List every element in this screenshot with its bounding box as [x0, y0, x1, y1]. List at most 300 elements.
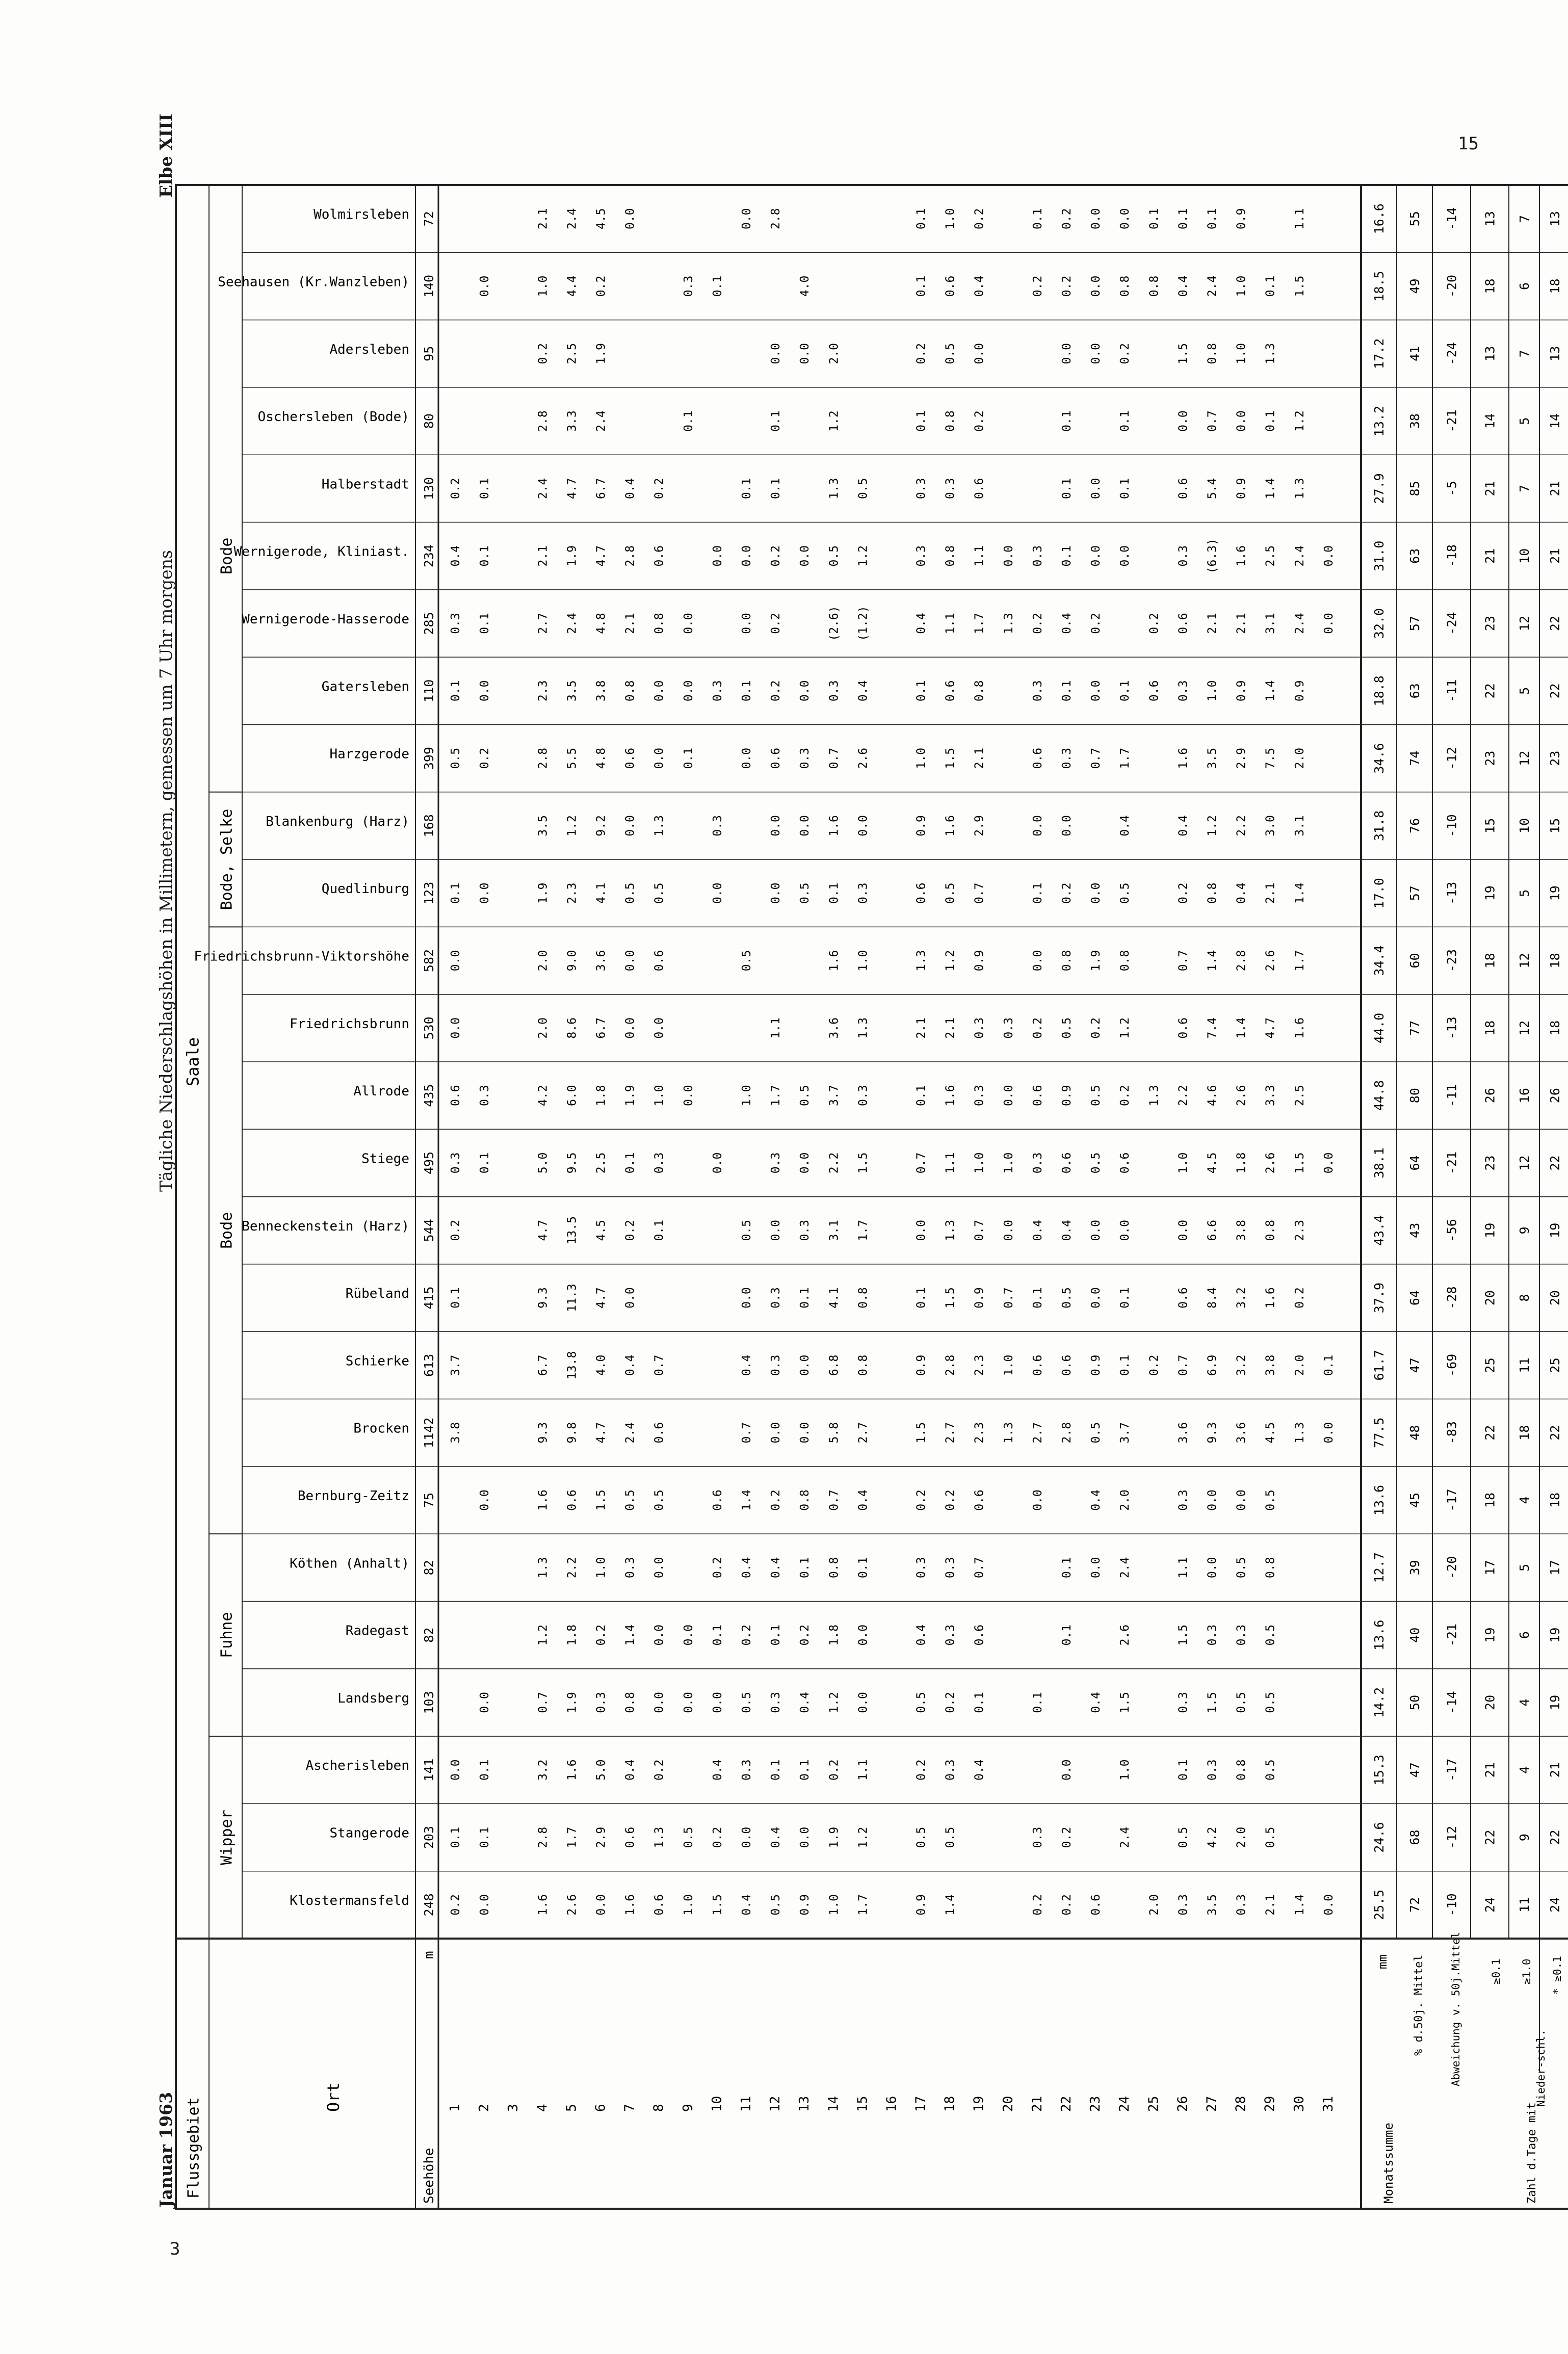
day-value: 1.1: [944, 1152, 957, 1174]
day-value: 1.7: [856, 1219, 870, 1241]
day-value: 0.0: [711, 1692, 724, 1713]
station-name: Adersleben: [329, 342, 409, 357]
day-value: 0.1: [1264, 275, 1277, 297]
station-name: Oschersleben (Bode): [257, 409, 409, 425]
day-value: 0.1: [478, 545, 492, 567]
day-value: 0.1: [1177, 208, 1190, 229]
summary-label-star: * ≥0.1: [1551, 1956, 1563, 1995]
day-value: 0.6: [1177, 478, 1190, 500]
day-value: 1.3: [1002, 1422, 1015, 1444]
day-value: 0.0: [478, 275, 492, 297]
day-value: 0.1: [769, 410, 783, 432]
day-value: 0.2: [1118, 343, 1132, 364]
station-name: Klostermansfeld: [290, 1893, 410, 1908]
day-value: 5.0: [594, 1759, 608, 1781]
summary-value: 22: [1548, 1425, 1562, 1441]
day-value: 0.8: [1147, 275, 1161, 297]
day-value: 1.2: [827, 1692, 841, 1713]
summary-value: -11: [1444, 1084, 1459, 1107]
day-value: 0.3: [1177, 680, 1190, 702]
summary-value: 12: [1517, 615, 1532, 632]
day-value: 6.6: [1206, 1219, 1219, 1241]
day-value: 1.9: [565, 545, 579, 567]
station-name: Friedrichsbrunn-Viktorshöhe: [194, 949, 409, 964]
day-value: 0.8: [1118, 275, 1132, 297]
day-value: 1.0: [1002, 1354, 1015, 1376]
summary-label-days: Zahl d.Tage mit: [1526, 2102, 1538, 2204]
day-value: 4.0: [798, 275, 812, 297]
day-value: 2.7: [536, 613, 550, 634]
station-elevation: 72: [422, 211, 436, 227]
day-value: 0.3: [478, 1085, 492, 1106]
day-value: 1.2: [565, 815, 579, 836]
day-value: 0.3: [1031, 545, 1044, 567]
summary-value: -10: [1444, 1893, 1459, 1917]
day-value: 1.7: [769, 1085, 783, 1106]
day-value: 0.7: [1002, 1287, 1015, 1309]
day-value: 3.6: [1235, 1422, 1248, 1444]
day-value: 1.6: [944, 815, 957, 836]
day-label: 1: [448, 2104, 463, 2112]
day-value: 0.6: [652, 1894, 666, 1916]
day-value: 1.0: [1118, 1759, 1132, 1781]
day-value: 3.8: [594, 680, 608, 702]
day-value: 1.4: [623, 1624, 637, 1646]
station-elevation: 82: [422, 1560, 436, 1576]
summary-value: 39: [1407, 1560, 1422, 1576]
day-value: 0.2: [1060, 1826, 1074, 1848]
summary-value: 31.0: [1372, 540, 1387, 571]
summary-value: 12: [1517, 1020, 1532, 1036]
day-value: 1.7: [1293, 950, 1306, 972]
day-value: 1.3: [652, 815, 666, 836]
flussgebiet-label: Flussgebiet: [185, 2097, 203, 2199]
station-elevation: 582: [422, 949, 436, 973]
summary-value: 19: [1548, 1627, 1562, 1643]
day-value: 0.4: [1089, 1489, 1103, 1511]
day-value: 0.5: [1264, 1624, 1277, 1646]
day-label: 25: [1146, 2096, 1162, 2112]
day-value: 0.6: [565, 1489, 579, 1511]
day-value: 0.2: [449, 1219, 462, 1241]
day-value: 0.7: [1206, 410, 1219, 432]
station-elevation: 1142: [422, 1417, 436, 1448]
day-value: 0.0: [1089, 545, 1103, 567]
summary-value: 19: [1548, 885, 1562, 901]
seehoehe-unit: m: [422, 1951, 437, 1959]
day-value: 0.1: [449, 882, 462, 904]
day-value: 2.6: [1264, 950, 1277, 972]
station-name: Bernburg-Zeitz: [297, 1488, 409, 1504]
day-value: 2.8: [944, 1354, 957, 1376]
summary-value: 41: [1407, 346, 1422, 361]
day-value: 2.4: [565, 208, 579, 229]
summary-value: -23: [1444, 949, 1459, 973]
day-value: 1.2: [856, 545, 870, 567]
day-value: 0.1: [769, 1624, 783, 1646]
station-name: Blankenburg (Harz): [266, 814, 409, 829]
day-value: 0.9: [914, 1354, 928, 1376]
day-value: 3.2: [536, 1759, 550, 1781]
day-value: 11.3: [565, 1284, 579, 1312]
day-value: 0.0: [1031, 1489, 1044, 1511]
day-value: 0.1: [711, 1624, 724, 1646]
day-value: 0.2: [1177, 882, 1190, 904]
day-value: 0.5: [682, 1826, 695, 1848]
day-value: 1.6: [1235, 545, 1248, 567]
day-value: 0.0: [711, 545, 724, 567]
saale-label: Saale: [183, 1037, 203, 1087]
summary-value: 25: [1482, 1357, 1498, 1373]
day-value: 2.0: [1118, 1489, 1132, 1511]
day-value: 3.3: [1264, 1085, 1277, 1106]
station-name: Wernigerode, Kliniast.: [233, 544, 409, 560]
day-value: 0.6: [1031, 747, 1044, 769]
day-value: 0.1: [1060, 1624, 1074, 1646]
day-value: 0.9: [914, 815, 928, 836]
day-label: 20: [1000, 2096, 1016, 2112]
day-value: 1.0: [1206, 680, 1219, 702]
summary-value: 5: [1517, 687, 1532, 695]
day-value: 0.5: [1235, 1692, 1248, 1713]
summary-value: 55: [1407, 211, 1422, 227]
summary-value: 19: [1482, 1627, 1498, 1643]
day-label: 31: [1320, 2096, 1336, 2112]
summary-value: 24: [1482, 1897, 1498, 1913]
day-value: 2.3: [536, 680, 550, 702]
day-value: 0.8: [1118, 950, 1132, 972]
summary-value: 21: [1548, 481, 1562, 496]
day-value: 0.8: [798, 1489, 812, 1511]
day-value: 0.7: [1089, 747, 1103, 769]
day-value: 0.6: [973, 1489, 986, 1511]
summary-value: 34.6: [1372, 743, 1387, 774]
summary-value: 12: [1517, 750, 1532, 766]
day-value: 0.8: [1235, 1759, 1248, 1781]
day-value: 1.4: [1264, 680, 1277, 702]
summary-value: 7: [1517, 484, 1532, 492]
day-value: 0.7: [827, 747, 841, 769]
day-value: 3.0: [1264, 815, 1277, 836]
day-value: 1.4: [1293, 882, 1306, 904]
day-value: 1.2: [536, 1624, 550, 1646]
page-number-top: 15: [1458, 134, 1479, 154]
day-value: 0.3: [944, 478, 957, 500]
day-value: 0.4: [740, 1354, 753, 1376]
day-value: 2.1: [536, 545, 550, 567]
day-value: 0.6: [1147, 680, 1161, 702]
summary-value: -24: [1444, 342, 1459, 365]
day-value: 0.1: [682, 747, 695, 769]
day-value: 2.9: [973, 815, 986, 836]
day-value: 0.1: [1118, 1287, 1132, 1309]
day-value: 0.0: [652, 1624, 666, 1646]
day-value: 0.5: [1060, 1287, 1074, 1309]
day-value: 0.2: [914, 1759, 928, 1781]
day-value: 1.0: [682, 1894, 695, 1916]
day-value: 0.3: [1031, 1152, 1044, 1174]
day-value: 0.7: [973, 1219, 986, 1241]
day-value: 1.4: [1264, 478, 1277, 500]
summary-value: 47: [1407, 1762, 1422, 1778]
station-elevation: 80: [422, 413, 436, 429]
day-value: 0.2: [449, 478, 462, 500]
day-value: 0.2: [740, 1624, 753, 1646]
day-value: 2.1: [1206, 613, 1219, 634]
day-value: 0.1: [914, 275, 928, 297]
day-value: 1.5: [1293, 275, 1306, 297]
day-value: 4.5: [1206, 1152, 1219, 1174]
day-value: 0.0: [1089, 208, 1103, 229]
summary-value: 38: [1407, 413, 1422, 429]
day-value: 9.3: [1206, 1422, 1219, 1444]
day-value: 4.8: [594, 613, 608, 634]
day-value: 0.3: [1031, 1826, 1044, 1848]
day-value: 0.7: [652, 1354, 666, 1376]
day-value: 1.2: [1118, 1017, 1132, 1039]
summary-value: 18: [1482, 953, 1498, 969]
day-value: 0.0: [478, 882, 492, 904]
station-elevation: 203: [422, 1825, 436, 1849]
day-label: 2: [477, 2104, 492, 2112]
day-value: 9.8: [565, 1422, 579, 1444]
station-name: Quedlinburg: [321, 881, 409, 897]
summary-value: 32.0: [1372, 608, 1387, 639]
day-value: 0.2: [1031, 613, 1044, 634]
day-value: 0.6: [1118, 1152, 1132, 1174]
summary-value: 11: [1517, 1897, 1532, 1913]
day-value: 0.4: [973, 275, 986, 297]
day-value: 1.9: [536, 882, 550, 904]
day-value: 0.1: [1264, 410, 1277, 432]
day-value: 0.1: [856, 1557, 870, 1579]
day-value: 3.6: [594, 950, 608, 972]
day-value: 2.6: [1118, 1624, 1132, 1646]
day-value: 2.2: [1235, 815, 1248, 836]
day-value: 2.0: [536, 1017, 550, 1039]
day-value: 2.4: [623, 1422, 637, 1444]
header-title: Tägliche Niederschlagshöhen in Millimetern, gemessen um 7 Uhr morgens: [156, 550, 176, 1192]
day-value: 0.2: [769, 1489, 783, 1511]
day-value: 0.8: [856, 1354, 870, 1376]
summary-value: 7: [1517, 215, 1532, 223]
day-value: 0.0: [1206, 1489, 1219, 1511]
day-value: 0.4: [623, 1354, 637, 1376]
station-elevation: 495: [422, 1151, 436, 1175]
day-value: 2.1: [973, 747, 986, 769]
summary-label-sum: Monatssumme: [1381, 2123, 1396, 2204]
day-value: 1.5: [594, 1489, 608, 1511]
station-name: Stangerode: [329, 1825, 409, 1841]
day-value: 0.2: [769, 545, 783, 567]
day-value: 0.3: [769, 1692, 783, 1713]
day-value: 0.2: [623, 1219, 637, 1241]
day-value: 0.0: [740, 545, 753, 567]
day-value: 2.0: [1147, 1894, 1161, 1916]
summary-value: -20: [1444, 274, 1459, 298]
day-value: 0.5: [798, 1085, 812, 1106]
day-value: 0.1: [1118, 680, 1132, 702]
day-value: 1.4: [944, 1894, 957, 1916]
summary-value: -24: [1444, 612, 1459, 635]
day-value: 0.5: [1235, 1557, 1248, 1579]
day-value: 0.0: [740, 1826, 753, 1848]
day-value: (2.6): [827, 606, 841, 641]
summary-value: 77: [1407, 1020, 1422, 1036]
day-value: 0.4: [769, 1557, 783, 1579]
seehoehe-label: Seehöhe: [422, 2148, 437, 2204]
station-name: Rübeland: [345, 1286, 409, 1302]
day-value: 1.1: [1293, 208, 1306, 229]
day-value: 0.7: [827, 1489, 841, 1511]
day-label: 19: [971, 2096, 987, 2112]
day-value: 0.6: [652, 1422, 666, 1444]
summary-value: 17: [1548, 1560, 1562, 1576]
day-value: 0.0: [1235, 1489, 1248, 1511]
summary-label-deviation: Abweichung v. 50j.Mittel: [1450, 1931, 1462, 2086]
day-value: 3.7: [449, 1354, 462, 1376]
day-value: 0.1: [798, 1759, 812, 1781]
day-value: 1.5: [914, 1422, 928, 1444]
day-value: 0.3: [914, 545, 928, 567]
day-value: 0.4: [1060, 1219, 1074, 1241]
day-value: 1.6: [1293, 1017, 1306, 1039]
summary-value: 57: [1407, 615, 1422, 632]
day-value: 1.5: [711, 1894, 724, 1916]
summary-value: 23: [1482, 750, 1498, 766]
day-value: 0.1: [914, 410, 928, 432]
day-value: 0.5: [1089, 1152, 1103, 1174]
summary-value: 18: [1548, 1020, 1562, 1036]
day-label: 12: [768, 2096, 783, 2112]
day-value: 0.0: [1002, 1219, 1015, 1241]
summary-value: 22: [1482, 683, 1498, 699]
day-label: 22: [1059, 2096, 1075, 2112]
day-value: 2.3: [565, 882, 579, 904]
day-value: 4.5: [1264, 1422, 1277, 1444]
day-value: 1.0: [944, 208, 957, 229]
day-value: 0.1: [914, 680, 928, 702]
summary-value: 40: [1407, 1627, 1422, 1643]
station-elevation: 530: [422, 1016, 436, 1040]
day-value: 0.2: [1089, 613, 1103, 634]
day-value: 0.0: [1089, 1287, 1103, 1309]
day-value: 0.8: [623, 1692, 637, 1713]
day-value: 0.2: [827, 1759, 841, 1781]
day-value: 0.2: [536, 343, 550, 364]
day-value: 0.4: [856, 1489, 870, 1511]
day-label: 18: [942, 2096, 958, 2112]
day-value: 0.1: [740, 680, 753, 702]
day-value: 7.4: [1206, 1017, 1219, 1039]
summary-value: 17: [1482, 1560, 1498, 1576]
day-value: 0.0: [1089, 343, 1103, 364]
summary-value: 80: [1407, 1088, 1422, 1104]
day-value: 0.8: [944, 410, 957, 432]
day-value: 1.2: [827, 410, 841, 432]
day-value: 0.3: [1235, 1624, 1248, 1646]
day-value: 0.6: [1031, 1354, 1044, 1376]
station-elevation: 95: [422, 346, 436, 361]
day-value: 0.9: [973, 1287, 986, 1309]
day-value: 1.3: [1147, 1085, 1161, 1106]
day-value: 0.0: [769, 815, 783, 836]
day-value: 0.1: [449, 680, 462, 702]
day-value: 0.3: [769, 1152, 783, 1174]
summary-value: -14: [1444, 1691, 1459, 1714]
day-value: 1.3: [1264, 343, 1277, 364]
day-value: 0.2: [944, 1692, 957, 1713]
day-value: 0.0: [1002, 1085, 1015, 1106]
day-value: 0.0: [711, 882, 724, 904]
day-value: 0.5: [1264, 1489, 1277, 1511]
day-value: 0.1: [449, 1287, 462, 1309]
day-value: 0.3: [769, 1287, 783, 1309]
day-value: 0.5: [623, 882, 637, 904]
day-value: 0.1: [1060, 680, 1074, 702]
summary-value: 25.5: [1372, 1889, 1387, 1920]
summary-value: 72: [1407, 1897, 1422, 1913]
day-value: 0.2: [711, 1557, 724, 1579]
day-value: 0.1: [1206, 208, 1219, 229]
subgroup-label-2: Bode: [218, 1212, 236, 1249]
day-value: 0.3: [1177, 1894, 1190, 1916]
day-value: 1.3: [652, 1826, 666, 1848]
day-value: 6.0: [565, 1085, 579, 1106]
day-value: 2.8: [536, 747, 550, 769]
day-value: 0.1: [682, 410, 695, 432]
station-name: Seehausen (Kr.Wanzleben): [218, 274, 409, 290]
day-value: 1.6: [1264, 1287, 1277, 1309]
summary-value: 27.9: [1372, 473, 1387, 504]
subgroup-label-3: Bode, Selke: [218, 808, 236, 910]
day-value: 2.0: [1293, 747, 1306, 769]
day-value: 1.7: [856, 1894, 870, 1916]
day-value: 0.0: [1089, 1557, 1103, 1579]
day-value: 1.8: [594, 1085, 608, 1106]
day-value: 0.0: [652, 1692, 666, 1713]
day-value: 0.1: [1031, 882, 1044, 904]
day-value: 0.0: [798, 1422, 812, 1444]
day-value: 0.5: [914, 1692, 928, 1713]
day-value: 0.1: [740, 478, 753, 500]
day-label: 15: [855, 2096, 871, 2112]
day-value: 1.7: [1118, 747, 1132, 769]
day-value: 1.6: [623, 1894, 637, 1916]
subgroup-label-0: Wipper: [218, 1810, 236, 1865]
day-value: 0.3: [944, 1759, 957, 1781]
day-value: 3.8: [1235, 1219, 1248, 1241]
day-value: 6.9: [1206, 1354, 1219, 1376]
day-value: 4.2: [1206, 1826, 1219, 1848]
day-value: 1.3: [1293, 478, 1306, 500]
day-value: 2.5: [594, 1152, 608, 1174]
day-value: 0.5: [769, 1894, 783, 1916]
day-label: 29: [1262, 2096, 1278, 2112]
day-label: 11: [738, 2096, 754, 2112]
day-value: 0.1: [798, 1557, 812, 1579]
day-value: 0.0: [1031, 815, 1044, 836]
station-elevation: 141: [422, 1758, 436, 1782]
summary-value: 76: [1407, 818, 1422, 833]
summary-value: 21: [1548, 1762, 1562, 1778]
day-value: 2.5: [1293, 1085, 1306, 1106]
subgroup-label-1: Fuhne: [218, 1612, 236, 1658]
day-label: 9: [680, 2104, 696, 2112]
day-value: 0.0: [1235, 410, 1248, 432]
day-value: 0.1: [1322, 1354, 1336, 1376]
day-value: 3.5: [565, 680, 579, 702]
